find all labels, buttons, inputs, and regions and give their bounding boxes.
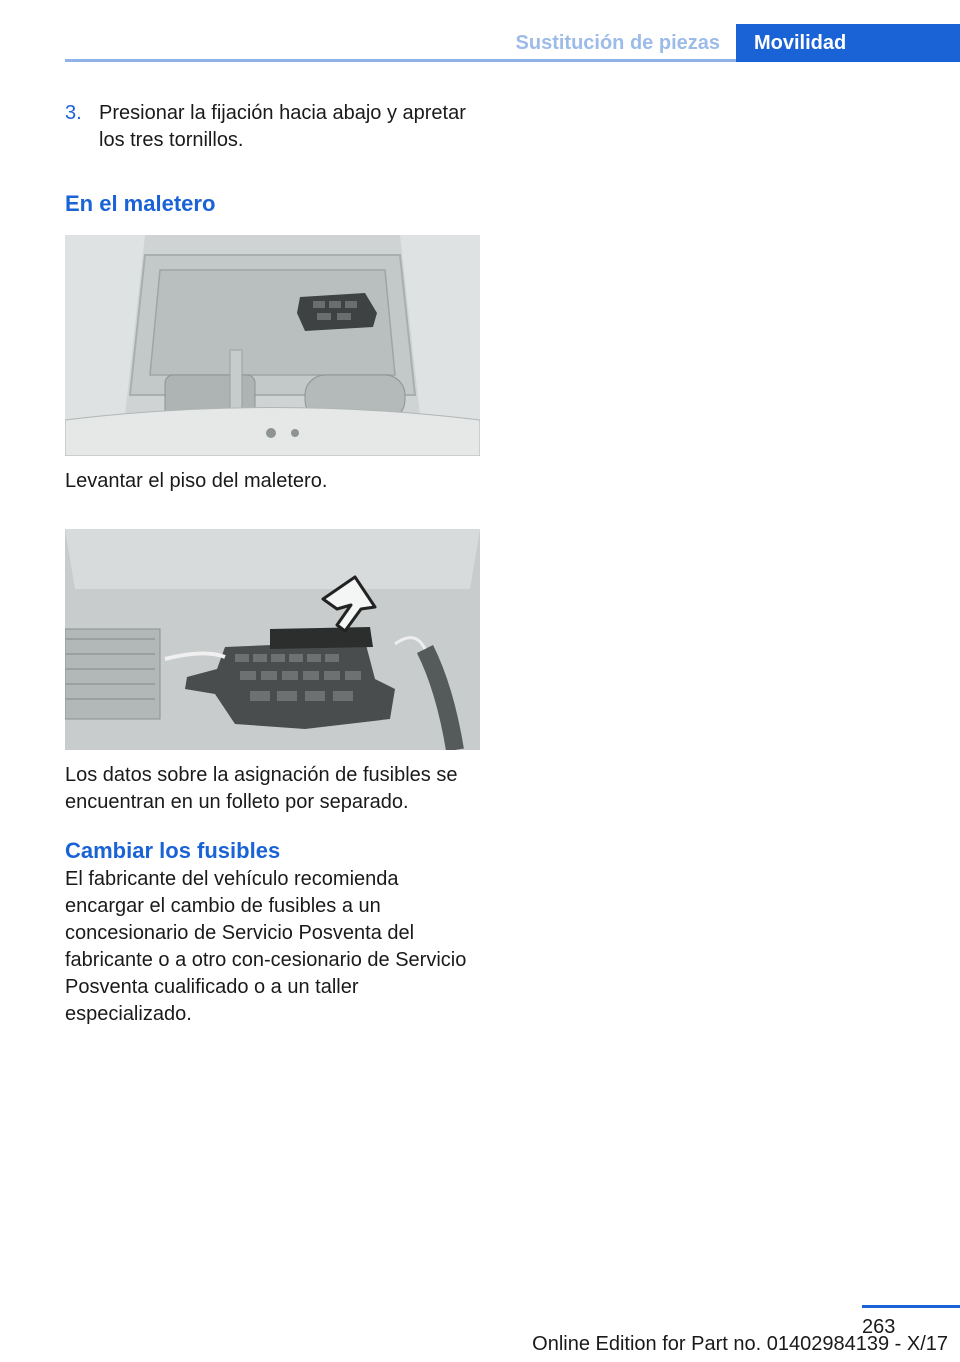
- section-heading-fuses: Cambiar los fusibles: [65, 838, 281, 863]
- header-section-tab: Sustitución de piezas: [515, 32, 720, 54]
- step-3: [65, 100, 480, 154]
- footer-rule: [862, 1305, 960, 1308]
- caption-fuse-assignment: Los datos sobre la asignación de fusibles se encuentran en un folleto por separado.: [65, 764, 458, 813]
- section-heading-trunk: En el maletero: [65, 191, 216, 216]
- edition-note: Online Edition for Part no. 01402984139 - X/17: [532, 1333, 948, 1355]
- fuses-body-text: El fabricante del vehículo recomienda encargar el cambio de fusibles a un concesionario de Servicio Posventa del fabricante o a otro con-cesionario de Servicio Posventa cualificado o a un taller especializado.: [65, 868, 467, 1025]
- main-content: [65, 100, 480, 1028]
- caption-lift-floor: Levantar el piso del maletero.: [65, 470, 328, 492]
- page-number: 263: [862, 1316, 896, 1338]
- header-chapter-tab: Movilidad: [736, 24, 960, 62]
- step-text: Presionar la fijación hacia abajo y apretar los tres tornillos.: [99, 102, 466, 151]
- step-number: 3.: [65, 102, 82, 124]
- trunk-photo: [65, 235, 480, 456]
- fuse-box-photo: [65, 529, 480, 750]
